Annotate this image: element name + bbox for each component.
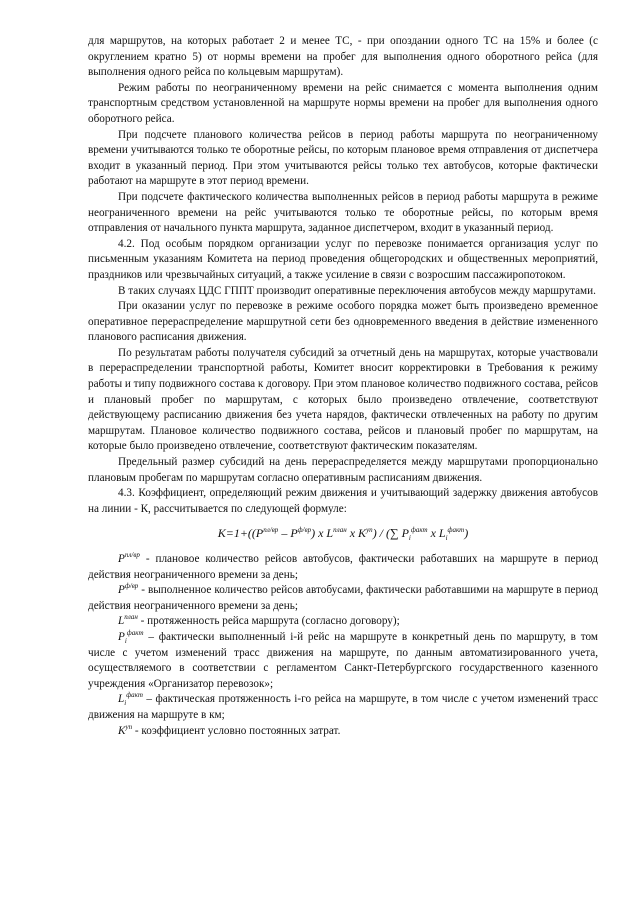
definition-l-i-fact bbox=[88, 692, 598, 723]
def-text: - коэффициент условно постоянных затрат. bbox=[132, 724, 341, 737]
def-subscript: i bbox=[124, 636, 127, 645]
def-superscript: ф/вр bbox=[124, 582, 139, 591]
def-superscript: план bbox=[124, 613, 138, 622]
paragraph-actual-count: При подсчете фактического количества выполненных рейсов в период работы маршрута в режиме неограниченного времени на рейс учитываются только те оборотные рейсы, по которым время отправления от начального пункта маршрута, заданное диспетчером, входит в указанный период. bbox=[88, 190, 598, 235]
paragraph-results: По результатам работы получателя субсидий за отчетный день на маршрутах, которые участвовали в перераспределении транспортной работы, Комитет вносит корректировки в Требования к режиму работы и типу подвижного состава к договору. При этом плановое количество подвижного состава, рейсов и плановый пробег по маршрутам, с которых было произведено отвлечение, соответствуют действующему расписанию движения без учета нарядов, фактически отвлеченных на работу по другим маршрутам. Плановое количество подвижного состава, рейсов и плановый пробег по маршрутам, на которые было произведено отвлечение, соответствуют фактическим показателям. bbox=[88, 346, 598, 453]
formula-close: ) bbox=[464, 526, 469, 541]
def-symbol: K bbox=[118, 724, 126, 737]
paragraph-4-3: 4.3. Коэффициент, определяющий режим движения и учитывающий задержку движения автобусов на линии - К, рассчитывается по следующей формуле: bbox=[88, 487, 598, 515]
paragraph-4-2: 4.2. Под особым порядком организации услуг по перевозке понимается организация услуг по письменным указаниям Комитета на период проведения общегородских и общественных мероприятий, праздников или чрезвычайных ситуаций, а также усиление в связи с возросшим пассажиропотоком. bbox=[88, 237, 598, 281]
document-page bbox=[88, 34, 598, 739]
definition-p-plan bbox=[88, 552, 598, 583]
def-symbol: L bbox=[118, 615, 125, 628]
def-text: – фактически выполненный i-й рейс на маршруте в конкретный день по маршруту, в том числе с учетом изменений трасс движения на маршруте, по данным автоматизированного учета, осуществляемого в соответствии с регламентом Санкт-Петербургского государственного казенного учреждения «Организатор перевозок»; bbox=[88, 630, 598, 690]
paragraph-subsidy-limit: Предельный размер субсидий на день перераспределяется между маршрутами пропорционально плановым пробегам по маршрутам согласно оперативным расписаниям движения. bbox=[88, 456, 598, 484]
def-symbol: P bbox=[118, 584, 125, 597]
formula-mult2: x K bbox=[346, 526, 367, 541]
def-superscript: уп bbox=[125, 722, 133, 731]
def-symbol: P bbox=[118, 553, 125, 565]
paragraph-continuation: для маршрутов, на которых работает 2 и менее ТС, - при опоздании одного ТС на 15% и более (с округлением кратно 5) от нормы времени на пробег для выполнения одного оборотного рейса (для выполнения одного рейса по кольцевым маршрутам). bbox=[88, 35, 598, 79]
formula-mult3: x L bbox=[427, 526, 446, 541]
definition-p-i-fact bbox=[88, 630, 598, 692]
formula-mult1: ) x L bbox=[311, 526, 334, 541]
def-text: – фактическая протяженность i-го рейса на маршруте, в том числе с учетом изменений трасс движения на маршруте в км; bbox=[88, 693, 598, 721]
paragraph-redistribution: При оказании услуг по перевозке в режиме особого порядка может быть произведено временное оперативное перераспределение маршрутной сети без одновременного введения в действие измененного планового расписания движения. bbox=[88, 300, 598, 344]
def-text: - выполненное количество рейсов автобусами, фактически работавшими на маршруте в период действия неограниченного времени за день; bbox=[88, 584, 598, 612]
formula-k bbox=[88, 526, 598, 542]
paragraph-dispatch-switch: В таких случаях ЦДС ГППТ производит оперативные переключения автобусов между маршрутами. bbox=[118, 284, 596, 297]
def-superscript: пл/вр bbox=[124, 551, 140, 559]
def-text: - плановое количество рейсов автобусов, фактически работавших на маршруте в период действия неограниченного времени за день; bbox=[88, 553, 598, 581]
paragraph-planned-count: При подсчете планового количества рейсов в период работы маршрута по неограниченному времени учитываются только те оборотные рейсы, по которым плановое время отправления от диспетчера входит в указанный период. При этом учитываются рейсы только тех автобусов, которые фактически работают на маршруте в этот период времени. bbox=[88, 128, 598, 188]
paragraph-mode-removal: Режим работы по неограниченному времени на рейс снимается с момента выполнения одним транспортным средством установленной на маршруте нормы времени на пробег для выполнения одного оборотного рейса. bbox=[88, 81, 598, 125]
formula-sup-plan: пл/вр bbox=[263, 526, 279, 535]
definition-l-plan bbox=[88, 614, 598, 630]
def-symbol: P bbox=[118, 630, 125, 643]
definition-k-up bbox=[88, 724, 598, 740]
formula-minus: – P bbox=[278, 526, 298, 541]
definition-p-fact bbox=[88, 583, 598, 614]
formula-sup-fakt2: факт bbox=[447, 526, 465, 535]
def-text: - протяженность рейса маршрута (согласно договору); bbox=[137, 615, 400, 628]
formula-sup-lplan: план bbox=[333, 526, 347, 535]
formula-sub-i2: i bbox=[445, 534, 448, 543]
formula-sup-fakt1: факт bbox=[410, 526, 428, 535]
formula-lhs: K=1+((P bbox=[217, 526, 264, 541]
def-superscript: факт bbox=[126, 691, 143, 700]
formula-sup-fact: ф/вр bbox=[297, 526, 312, 535]
def-superscript: факт bbox=[126, 628, 144, 637]
formula-div: ) / (∑ P bbox=[372, 526, 409, 541]
formula-sub-i1: i bbox=[408, 534, 411, 543]
formula-sup-kup: уп bbox=[366, 526, 373, 535]
def-subscript: i bbox=[124, 699, 127, 708]
def-symbol: L bbox=[118, 693, 125, 706]
